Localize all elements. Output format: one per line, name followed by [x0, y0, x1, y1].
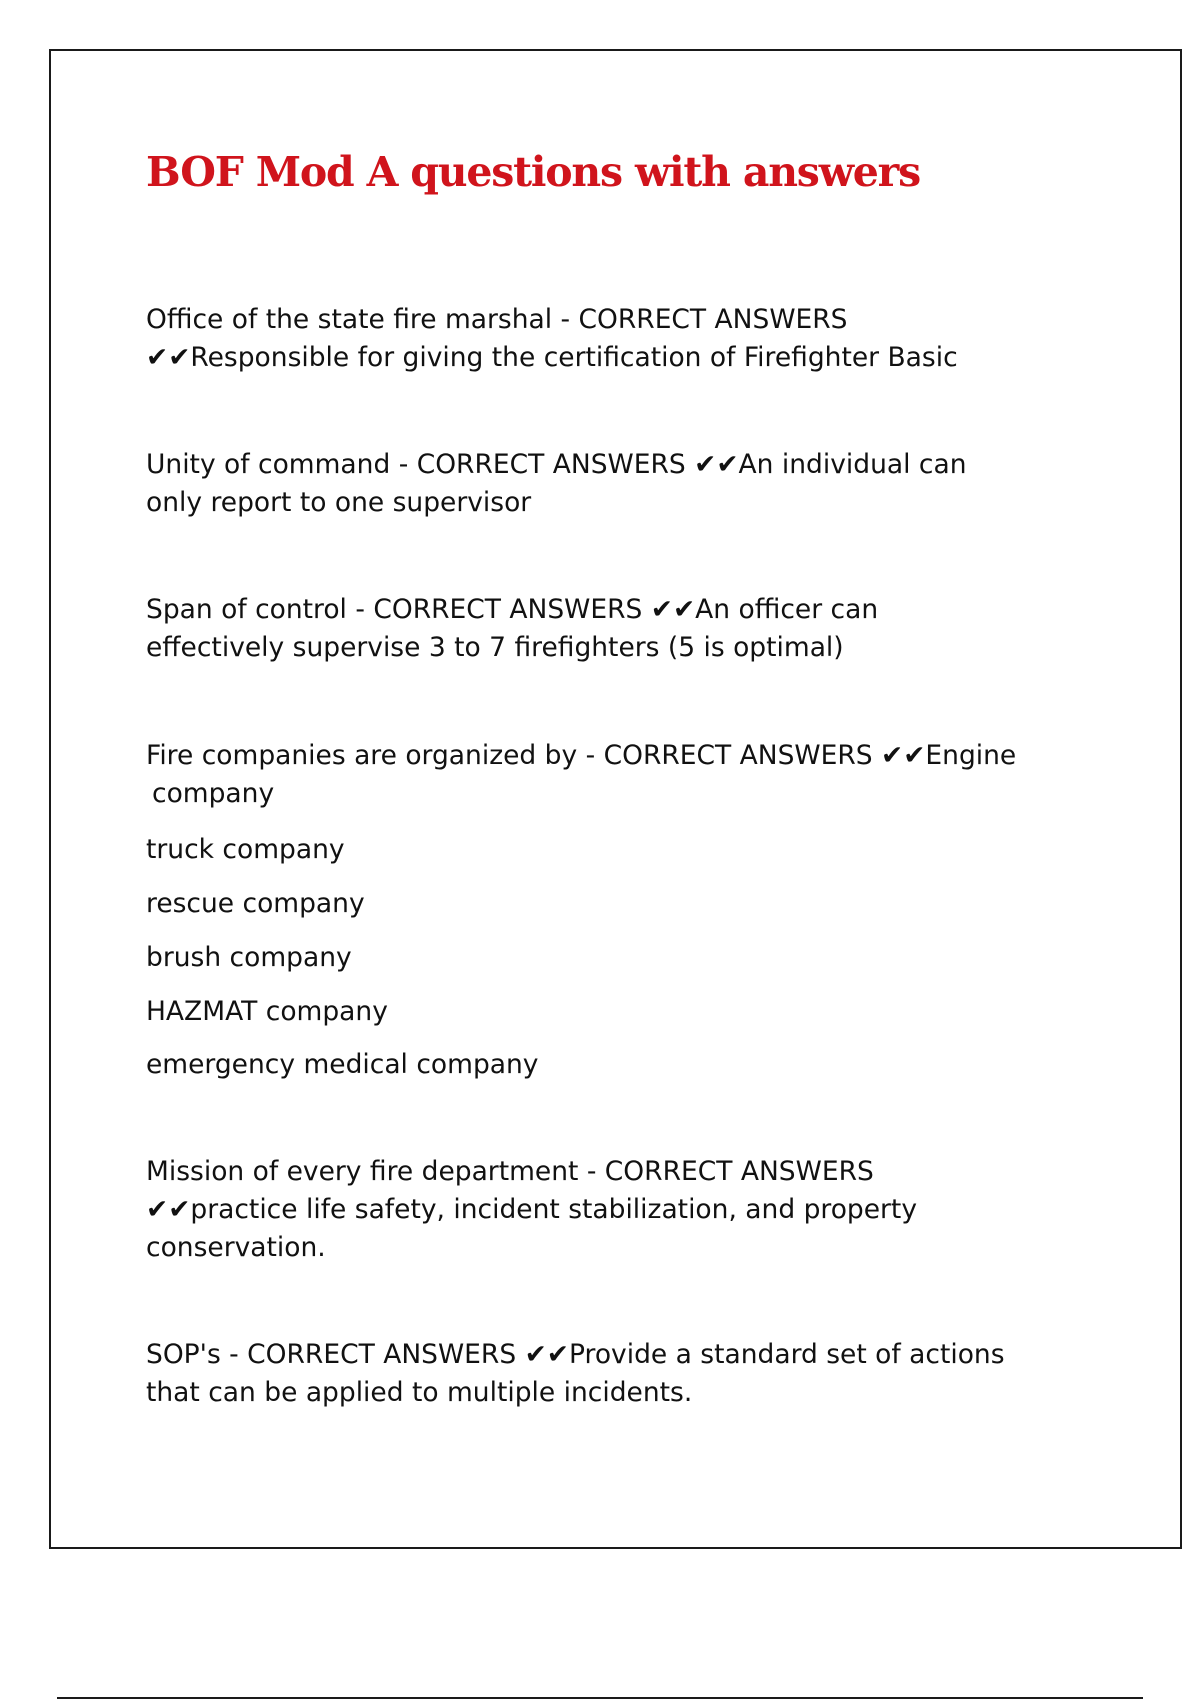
qa-line: SOP's - CORRECT ANSWERS ✔✔Provide a standard set of actions	[146, 1339, 1005, 1370]
footer-rule	[57, 1697, 1143, 1699]
qa-item-sops	[146, 1336, 1106, 1412]
company-list-item: HAZMAT company	[146, 996, 388, 1027]
qa-line: Office of the state fire marshal - CORRECT ANSWERS	[146, 304, 848, 335]
qa-item-state-fire-marshal	[146, 301, 1106, 377]
qa-line: only report to one supervisor	[146, 487, 532, 518]
qa-line: ✔✔Responsible for giving the certification of Firefighter Basic	[146, 342, 958, 373]
qa-line: Unity of command - CORRECT ANSWERS ✔✔An individual can	[146, 449, 967, 480]
document-title: BOF Mod A questions with answers	[146, 148, 920, 196]
company-list-item: emergency medical company	[146, 1049, 539, 1080]
company-list-item: brush company	[146, 942, 352, 973]
qa-item-unity-of-command	[146, 446, 1106, 522]
company-list-item: truck company	[146, 834, 345, 865]
qa-line: company	[152, 778, 275, 809]
company-list-item: rescue company	[146, 888, 365, 919]
qa-item-fire-companies	[146, 737, 1106, 813]
qa-item-span-of-control	[146, 591, 1106, 667]
qa-line: conservation.	[146, 1232, 326, 1263]
qa-line: Span of control - CORRECT ANSWERS ✔✔An officer can	[146, 594, 879, 625]
qa-line: that can be applied to multiple incidents.	[146, 1377, 693, 1408]
qa-line: Fire companies are organized by - CORRECT ANSWERS ✔✔Engine	[146, 740, 1017, 771]
qa-line: ✔✔practice life safety, incident stabilization, and property	[146, 1194, 918, 1225]
qa-line: Mission of every fire department - CORRECT ANSWERS	[146, 1156, 874, 1187]
qa-item-mission	[146, 1153, 1106, 1267]
qa-line: effectively supervise 3 to 7 firefighters (5 is optimal)	[146, 632, 844, 663]
